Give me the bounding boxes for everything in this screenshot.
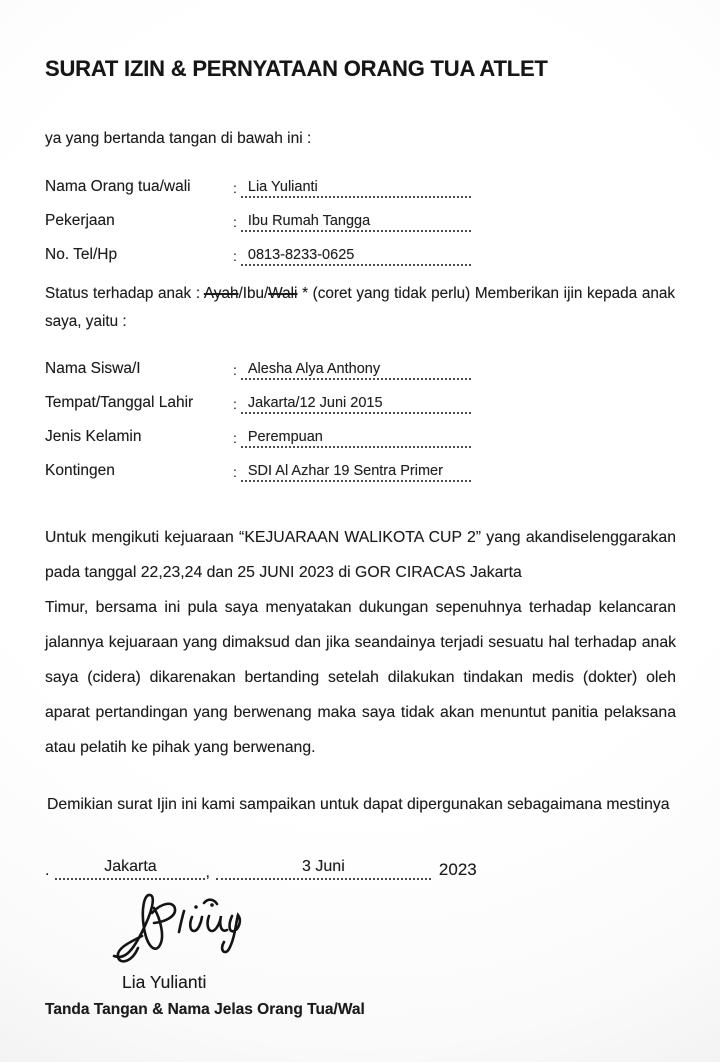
- field-row-phone: [45, 232, 675, 266]
- dotted-line: [241, 354, 471, 380]
- field-label: Tempat/Tanggal Lahir: [45, 394, 194, 411]
- colon: :: [233, 464, 237, 480]
- signature-image: [108, 886, 258, 968]
- field-row-occupation: [45, 198, 675, 232]
- status-suffix: * (coret yang tidak perlu) Memberikan ijin kepada anak saya, yaitu :: [45, 285, 675, 330]
- status-prefix: Status terhadap anak :: [45, 285, 201, 302]
- field-label: Kontingen: [45, 462, 115, 479]
- colon: :: [233, 430, 237, 446]
- date-day-dotted-line: [216, 852, 431, 880]
- field-label: No. Tel/Hp: [45, 246, 118, 263]
- colon: :: [233, 180, 237, 196]
- field-row-parent-name: [45, 164, 675, 198]
- field-value: SDI Al Azhar 19 Sentra Primer: [247, 463, 443, 479]
- intro-line: ya yang bertanda tangan di bawah ini :: [45, 130, 312, 147]
- date-city: Jakarta: [104, 858, 157, 875]
- date-city-dotted-line: [55, 852, 205, 880]
- field-value: Lia Yulianti: [247, 179, 318, 195]
- field-value: Alesha Alya Anthony: [247, 361, 381, 377]
- field-label: Nama Siswa/I: [45, 360, 141, 377]
- colon: :: [233, 214, 237, 230]
- field-row-gender: [45, 414, 675, 448]
- child-fields-section: [45, 346, 675, 482]
- field-value: Jakarta/12 Juni 2015: [247, 395, 383, 411]
- date-year: 2023: [438, 860, 477, 879]
- status-separator: /: [238, 285, 243, 302]
- signature-caption: Tanda Tangan & Nama Jelas Orang Tua/Wal: [45, 1001, 365, 1018]
- body-paragraph-1: Untuk mengikuti kejuaraan “KEJUARAAN WALIKOTA CUP 2” yang akandiselenggarakan pada tanggal 22,23,24 dan 25 JUNI 2023 di GOR CIRACAS Jakarta: [45, 529, 676, 581]
- signer-name: Lia Yulianti: [122, 972, 207, 992]
- field-value: Ibu Rumah Tangga: [247, 213, 371, 229]
- date-comma: ,: [205, 864, 210, 881]
- field-label: Jenis Kelamin: [45, 428, 142, 445]
- document-title: SURAT IZIN & PERNYATAAN ORANG TUA ATLET: [45, 56, 548, 81]
- status-option-ayah: Ayah: [203, 285, 239, 302]
- field-label: Nama Orang tua/wali: [45, 178, 191, 195]
- status-option-wali: Wali: [268, 285, 298, 302]
- field-row-birth: [45, 380, 675, 414]
- dotted-line: [241, 172, 471, 198]
- dotted-line: [241, 422, 471, 448]
- field-label: Pekerjaan: [45, 212, 115, 229]
- dotted-line: [241, 456, 471, 482]
- field-value: Perempuan: [247, 429, 323, 445]
- colon: :: [233, 248, 237, 264]
- parent-fields-section: [45, 164, 675, 266]
- field-row-student-name: [45, 346, 675, 380]
- closing-paragraph: Demikian surat Ijin ini kami sampaikan untuk dapat dipergunakan sebagaimana mestinya: [47, 796, 670, 813]
- body-paragraph-2: Timur, bersama ini pula saya menyatakan dukungan sepenuhnya terhadap kelancaran jalannya kejuaraan yang dimaksud dan jika seandainya terjadi sesuatu hal terhadap anak saya (cidera) dikarenakan bertanding setelah dilakukan tindakan medis (dokter) oleh aparat pertandingan yang berwenang maka saya tidak akan menuntut panitia pelaksana atau pelatih ke pihak yang berwenang.: [45, 599, 676, 756]
- field-row-contingent: [45, 448, 675, 482]
- dotted-line: [241, 388, 471, 414]
- dotted-line: [241, 206, 471, 232]
- field-value: 0813-8233-0625: [247, 247, 355, 263]
- date-leading-dot: .: [45, 862, 50, 879]
- date-line: [45, 852, 675, 880]
- dotted-line: [241, 240, 471, 266]
- colon: :: [233, 362, 237, 378]
- handwritten-signature-icon: [108, 886, 258, 968]
- status-separator: /: [263, 285, 269, 302]
- date-day: 3 Juni: [302, 858, 345, 875]
- colon: :: [233, 396, 237, 412]
- status-paragraph: [45, 280, 675, 336]
- status-option-ibu: Ibu: [242, 285, 264, 302]
